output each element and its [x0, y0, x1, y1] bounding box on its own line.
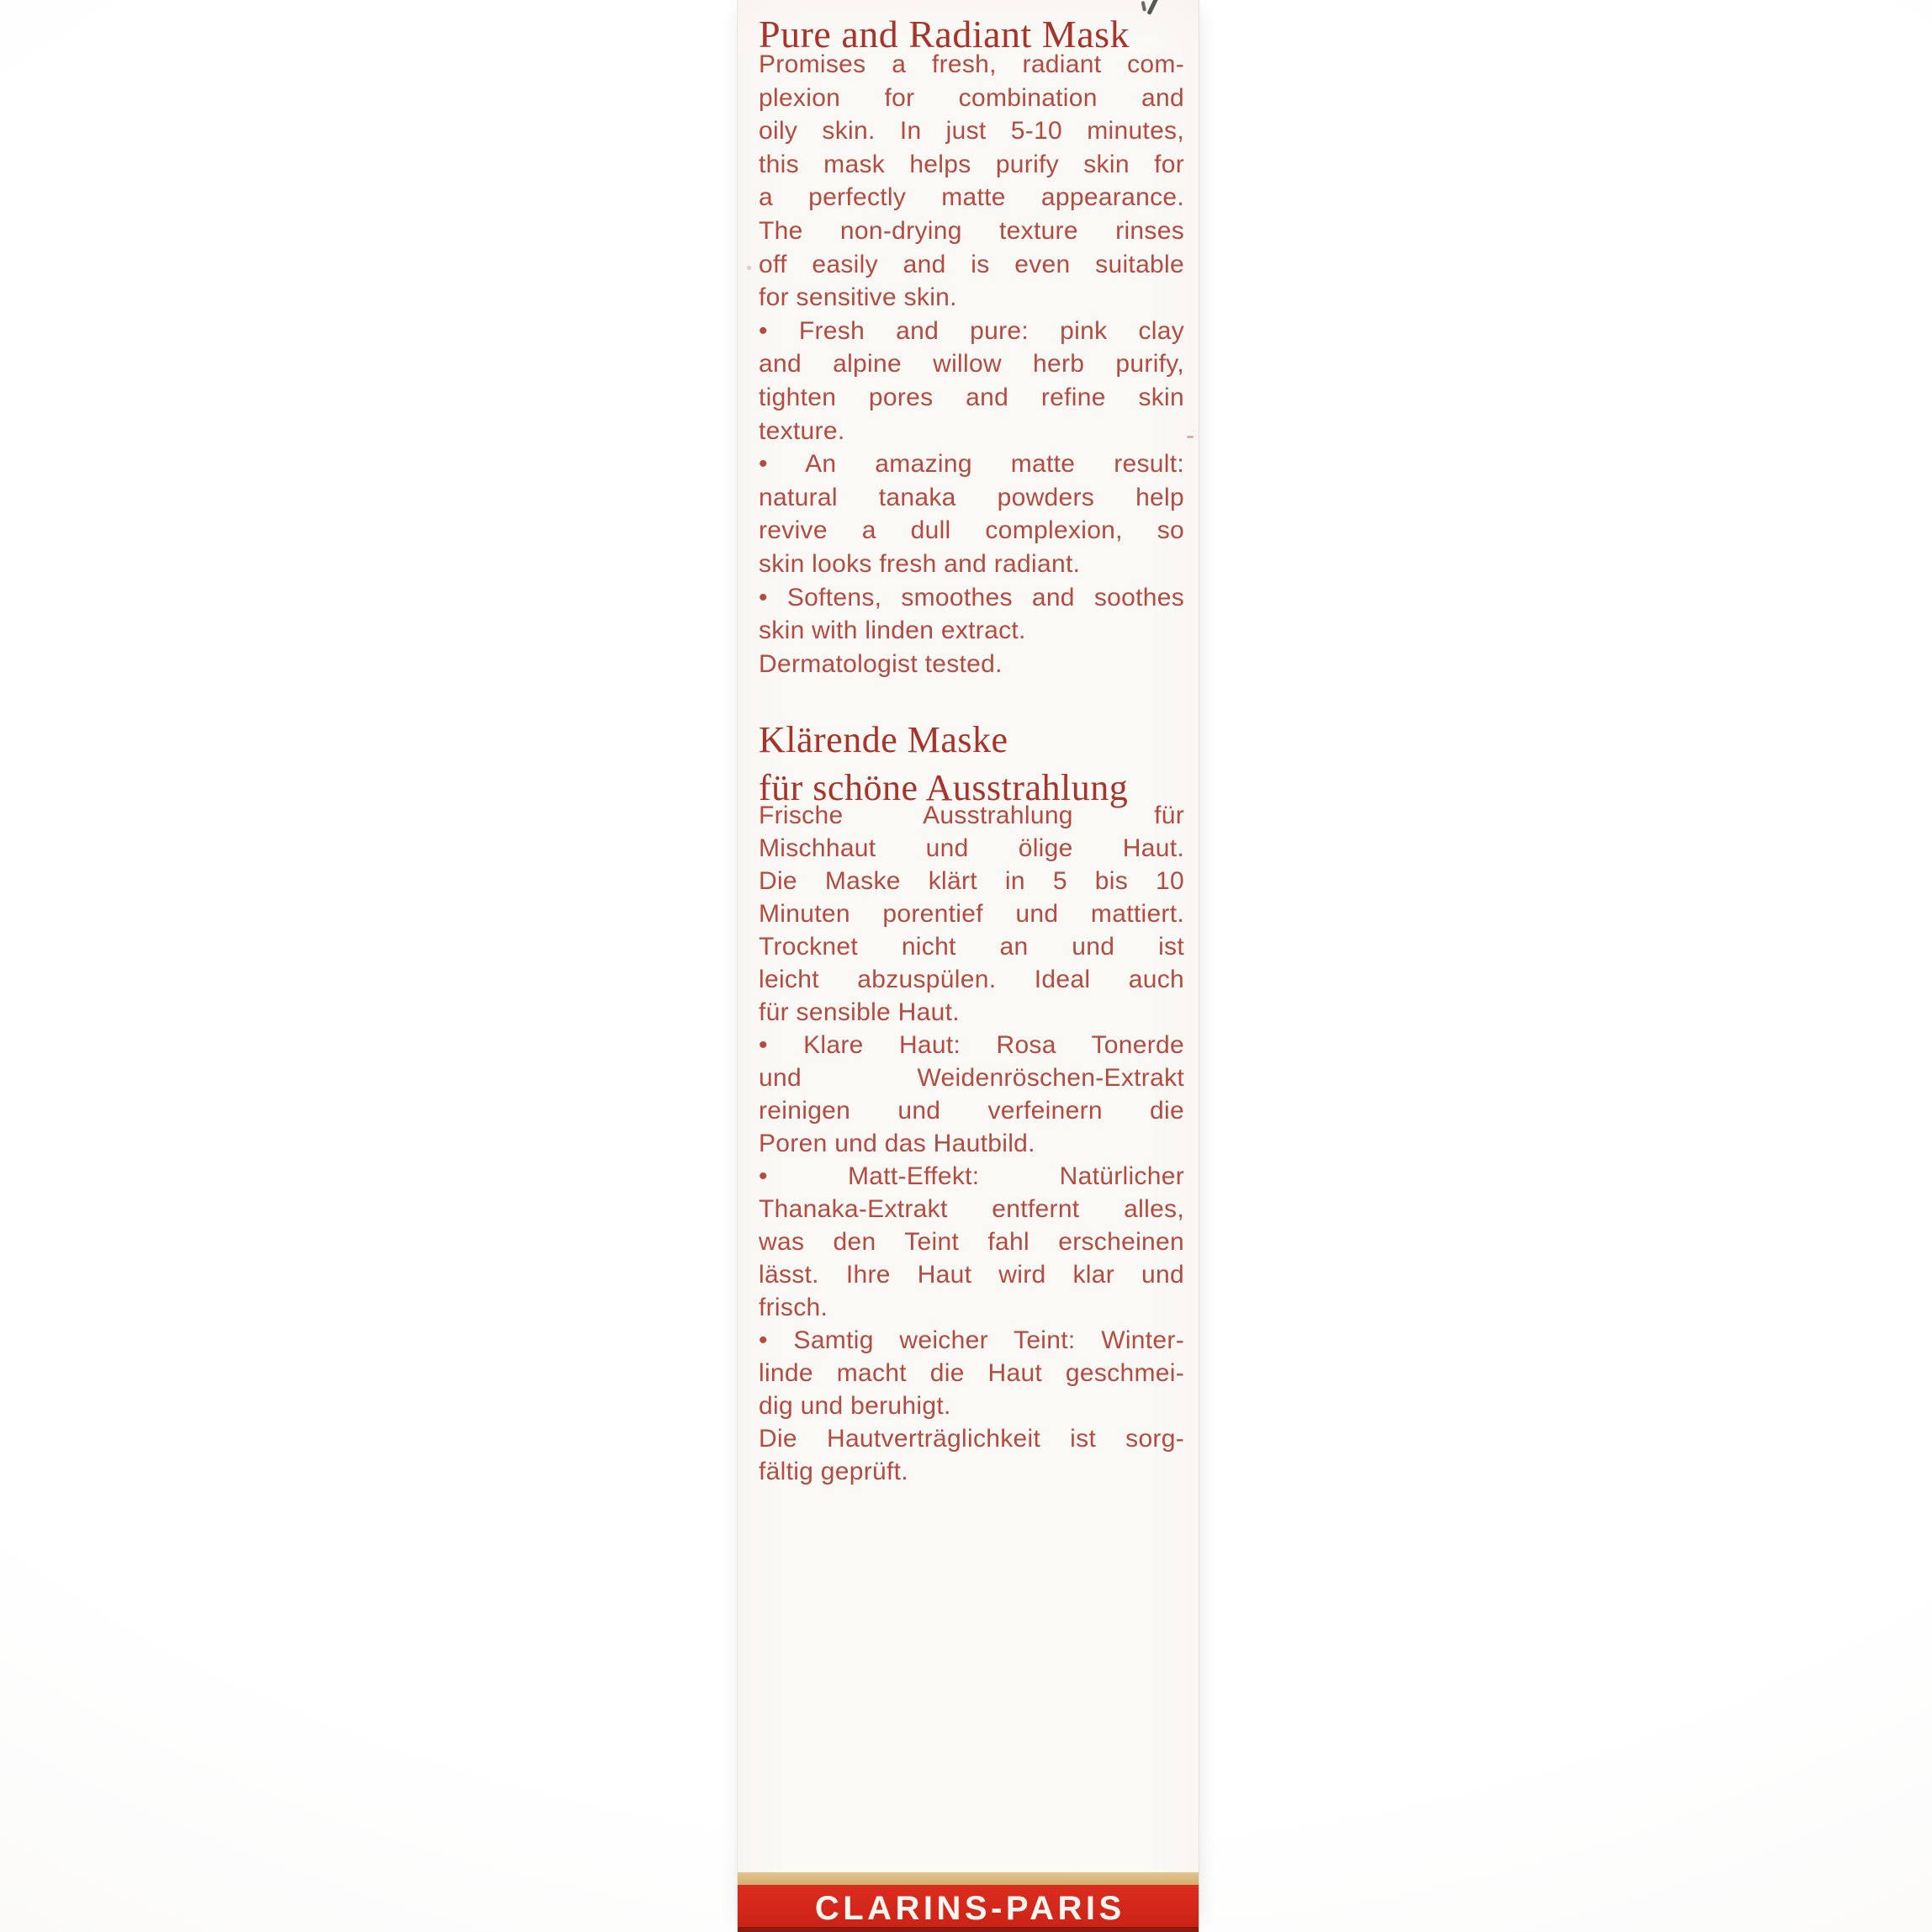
text-line: for sensitive skin.	[759, 283, 957, 312]
band-bottom-edge	[738, 1927, 1199, 1932]
text-line: fältig geprüft.	[759, 1458, 908, 1485]
product-box-panel	[737, 0, 1199, 1932]
text-line: frisch.	[759, 1294, 828, 1321]
english-heading: Pure and Radiant Mask	[759, 13, 1130, 56]
text-line: plexion for combination and	[759, 83, 1184, 112]
text-line: off easily and is even suitable	[759, 250, 1184, 278]
text-line: a perfectly matte appearance.	[759, 183, 1184, 212]
text-line: was den Teint fahl erscheinen	[759, 1228, 1184, 1256]
text-line: Die Maske klärt in 5 bis 10	[759, 867, 1184, 895]
text-line: lässt. Ihre Haut wird klar und	[759, 1261, 1184, 1289]
gold-stripe	[738, 1872, 1199, 1885]
german-heading-line2: für schöne Ausstrahlung	[759, 767, 1129, 808]
text-line: skin with linden extract.	[759, 617, 1026, 645]
text-line: Frische Ausstrahlung für	[759, 802, 1184, 829]
text-line: • Softens, smoothes and soothes	[759, 583, 1184, 611]
text-line: Promises a fresh, radiant com-	[759, 50, 1184, 78]
brand-band	[738, 1885, 1199, 1932]
text-line: dig und beruhigt.	[759, 1392, 951, 1420]
text-line: and alpine willow herb purify,	[759, 350, 1184, 378]
english-body-text	[759, 48, 1184, 680]
german-heading	[759, 716, 1186, 812]
text-line: skin looks fresh and radiant.	[759, 549, 1081, 578]
text-line: reinigen und verfeinern die	[759, 1097, 1184, 1125]
text-line: • Klare Haut: Rosa Tonerde	[759, 1031, 1184, 1059]
brand-text: CLARINS-PARIS	[814, 1890, 1125, 1927]
text-line: natural tanaka powders help	[759, 483, 1184, 511]
text-line: this mask helps purify skin for	[759, 150, 1184, 178]
text-line: texture.	[759, 416, 845, 445]
text-line: Trocknet nicht an und ist	[759, 933, 1184, 961]
text-line: Dermatologist tested.	[759, 649, 1003, 678]
print-speck	[747, 266, 751, 270]
text-line: Die Hautverträglichkeit ist sorg-	[759, 1425, 1184, 1453]
text-line: tighten pores and refine skin	[759, 383, 1184, 411]
german-heading-line1: Klärende Maske	[759, 719, 1008, 760]
text-line: leicht abzuspülen. Ideal auch	[759, 966, 1184, 993]
text-line: • Fresh and pure: pink clay	[759, 316, 1184, 345]
text-line: • Samtig weicher Teint: Winter-	[759, 1326, 1184, 1354]
text-line: linde macht die Haut geschmei-	[759, 1359, 1184, 1387]
text-line: für sensible Haut.	[759, 998, 960, 1026]
print-speck	[1187, 436, 1194, 438]
text-line: The non-drying texture rinses	[759, 216, 1184, 245]
text-line: und Weidenröschen-Extrakt	[759, 1064, 1184, 1092]
text-line: Mischhaut und ölige Haut.	[759, 834, 1184, 862]
text-line: • An amazing matte result:	[759, 450, 1184, 479]
text-line: Poren und das Hautbild.	[759, 1130, 1035, 1157]
text-line: • Matt-Effekt: Natürlicher	[759, 1162, 1184, 1190]
text-line: Thanaka-Extrakt entfernt alles,	[759, 1195, 1184, 1223]
german-body-text	[759, 799, 1184, 1488]
text-line: revive a dull complexion, so	[759, 516, 1184, 545]
text-line: Minuten porentief und mattiert.	[759, 900, 1184, 928]
text-line: oily skin. In just 5-10 minutes,	[759, 117, 1184, 146]
